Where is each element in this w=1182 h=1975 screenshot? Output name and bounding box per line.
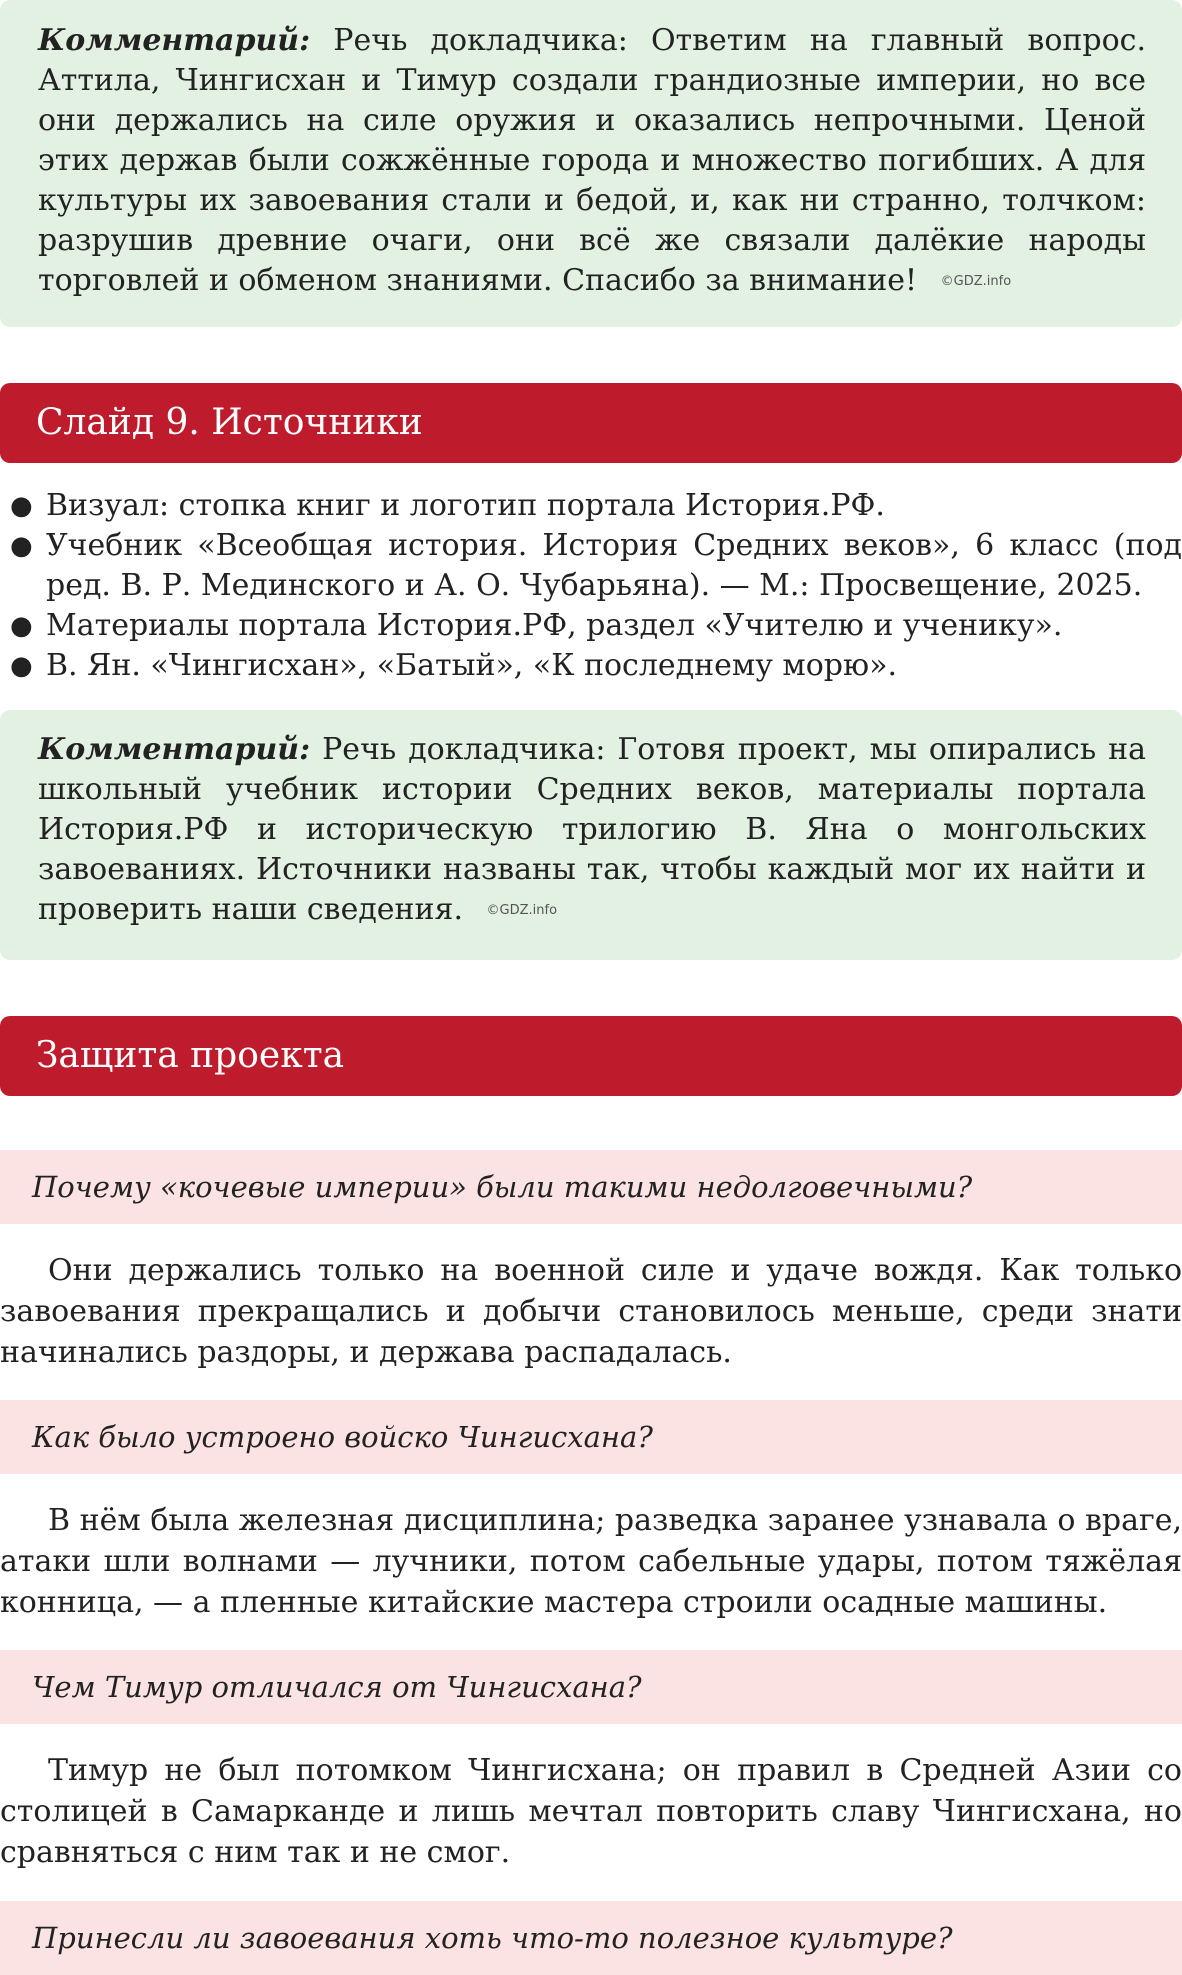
question-block bbox=[0, 1150, 1182, 1224]
source-text: В. Ян. «Чингисхан», «Батый», «К последнему морю». bbox=[46, 648, 898, 683]
bullet-icon: ● bbox=[10, 491, 33, 521]
question-text: Как было устроено войско Чингисхана? bbox=[32, 1420, 653, 1454]
comment-text: Речь докладчика: Ответим на главный вопрос. Аттила, Чингисхан и Тимур создали грандиозные империи, но все они держались на силе оружия и оказались непрочными. Ценой этих держав были сожжённые города и множество погибших. А для культуры их завоевания стали и бедой, и, как ни странно, толчком: разрушив древние очаги, они всё же связали далёкие народы торговлей и обменом знаниями. Спасибо за внимание! bbox=[38, 23, 1146, 298]
question-block bbox=[0, 1650, 1182, 1724]
bullet-icon: ● bbox=[10, 611, 33, 641]
question-text: Чем Тимур отличался от Чингисхана? bbox=[32, 1670, 642, 1704]
question-text: Принесли ли завоевания хоть что-то полезное культуре? bbox=[32, 1921, 953, 1955]
defense-header bbox=[0, 1016, 1182, 1096]
watermark-logo: ©GDZ.info bbox=[486, 903, 558, 918]
list-item bbox=[0, 486, 1182, 526]
question-text: Почему «кочевые империи» были такими недолговечными? bbox=[32, 1170, 973, 1204]
slide-9-header bbox=[0, 383, 1182, 463]
defense-title: Защита проекта bbox=[36, 1035, 345, 1076]
question-block bbox=[0, 1400, 1182, 1474]
answer-text: В нём была железная дисциплина; разведка заранее узнавала о враге, атаки шли волнами — лучники, потом сабельные удары, потом тяжёлая конница, — а пленные китайские мастера строили осадные машины. bbox=[0, 1503, 1182, 1620]
list-item bbox=[0, 606, 1182, 646]
bullet-icon: ● bbox=[10, 651, 33, 681]
comment-box-speech-final bbox=[0, 0, 1182, 327]
answer-text: Тимур не был потомком Чингисхана; он правил в Средней Азии со столицей в Самарканде и лишь мечтал повторить славу Чингисхана, но сравняться с ним так и не смог. bbox=[0, 1753, 1182, 1870]
comment-text: Речь докладчика: Готовя проект, мы опирались на школьный учебник истории Средних веков, материалы портала История.РФ и историческую трилогию В. Яна о монгольских завоеваниях. Источники названы так, чтобы каждый мог их найти и проверить наши сведения. bbox=[38, 732, 1146, 927]
source-text: Визуал: стопка книг и логотип портала История.РФ. bbox=[46, 488, 885, 523]
list-item bbox=[0, 646, 1182, 686]
comment-label: Комментарий: bbox=[38, 23, 311, 58]
bullet-icon: ● bbox=[10, 531, 33, 561]
answer-text: Они держались только на военной силе и удаче вождя. Как только завоевания прекращались и добычи становилось меньше, среди знати начинались раздоры, и держава распадалась. bbox=[0, 1253, 1182, 1370]
question-block bbox=[0, 1901, 1182, 1975]
sources-list bbox=[0, 486, 1182, 686]
slide-9-title: Слайд 9. Источники bbox=[36, 402, 423, 443]
source-text: Материалы портала История.РФ, раздел «Учителю и ученику». bbox=[46, 608, 1063, 643]
comment-box-sources bbox=[0, 710, 1182, 960]
comment-label: Комментарий: bbox=[38, 732, 311, 767]
list-item bbox=[0, 526, 1182, 606]
watermark-logo: ©GDZ.info bbox=[940, 274, 1012, 289]
source-text: Учебник «Всеобщая история. История Средних веков», 6 класс (под ред. В. Р. Мединского и А. О. Чубарьяна). — М.: Просвещение, 2025. bbox=[46, 528, 1182, 603]
